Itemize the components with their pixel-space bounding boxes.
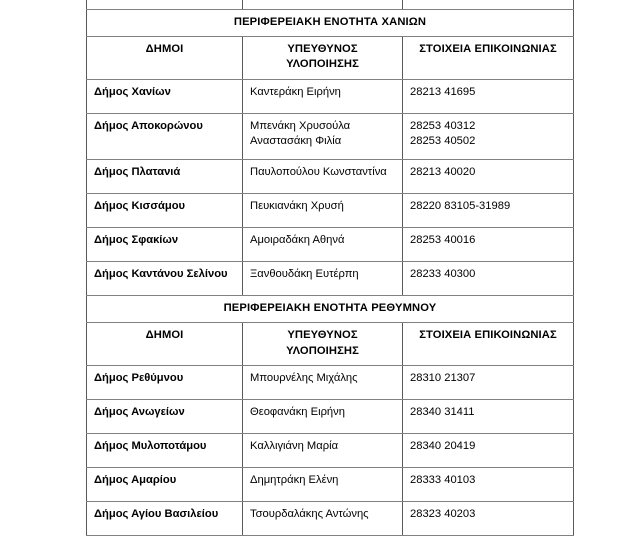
table-body [87, 0, 574, 535]
cell-contact-line: 28333 40103 [410, 473, 476, 486]
cell-contact-line: 28233 40300 [410, 268, 476, 281]
cell-contact [403, 79, 574, 113]
cell-responsible-line: Αμοιραδάκη Αθηνά [250, 234, 345, 247]
cell-contact-line: 28253 40502 [410, 134, 476, 147]
cell-responsible [243, 262, 403, 296]
cell-contact [403, 467, 574, 501]
cell-contact-line: 28340 31411 [410, 405, 475, 418]
column-header-responsible: ΥΠΕΥΘΥΝΟΣ ΥΛΟΠΟΙΗΣΗΣ [243, 323, 403, 365]
cell-responsible [243, 160, 403, 194]
region-banner-row [87, 10, 574, 37]
cell-contact-line: 28253 40312 [410, 119, 476, 132]
cell-contact [403, 160, 574, 194]
cell-responsible [243, 501, 403, 535]
cell-contact [403, 228, 574, 262]
cell-contact [403, 399, 574, 433]
cell-contact-line: 28310 21307 [410, 371, 476, 384]
table-row [87, 501, 574, 535]
clipped-top-cell [87, 0, 243, 10]
cell-responsible-line: Καλλιγιάνη Μαρία [250, 439, 339, 452]
region-banner-row [87, 296, 574, 323]
cell-responsible [243, 194, 403, 228]
cell-responsible-line: Μπουρνέλης Μιχάλης [250, 371, 358, 384]
cell-responsible [243, 467, 403, 501]
table-row [87, 399, 574, 433]
cell-municipality: Δήμος Σφακίων [87, 228, 243, 262]
table-row [87, 433, 574, 467]
cell-responsible [243, 113, 403, 159]
contacts-table-container [86, 0, 573, 536]
contacts-table [86, 0, 574, 536]
table-row [87, 113, 574, 159]
cell-contact [403, 194, 574, 228]
column-header-contact: ΣΤΟΙΧΕΙΑ ΕΠΙΚΟΙΝΩΝΙΑΣ [403, 323, 574, 365]
cell-responsible-line: Καντεράκη Ειρήνη [250, 85, 341, 98]
cell-contact-line: 28213 41695 [410, 85, 476, 98]
cell-municipality: Δήμος Αγίου Βασιλείου [87, 501, 243, 535]
cell-municipality: Δήμος Μυλοποτάμου [87, 433, 243, 467]
cell-municipality: Δήμος Αμαρίου [87, 467, 243, 501]
cell-contact-line: 28340 20419 [410, 439, 476, 452]
cell-contact-line: 28213 40020 [410, 166, 476, 179]
cell-contact [403, 501, 574, 535]
cell-responsible-line: Τσουρδαλάκης Αντώνης [250, 507, 369, 520]
column-header-responsible: ΥΠΕΥΘΥΝΟΣ ΥΛΟΠΟΙΗΣΗΣ [243, 37, 403, 79]
cell-responsible-line: Μπενάκη Χρυσούλα [250, 119, 351, 132]
cell-responsible-line: Θεοφανάκη Ειρήνη [250, 405, 345, 418]
cell-contact [403, 262, 574, 296]
clipped-top-cell [243, 0, 403, 10]
table-row [87, 79, 574, 113]
cell-contact-line: 28253 40016 [410, 234, 476, 247]
column-header-contact: ΣΤΟΙΧΕΙΑ ΕΠΙΚΟΙΝΩΝΙΑΣ [403, 37, 574, 79]
cell-contact [403, 433, 574, 467]
table-row [87, 365, 574, 399]
cell-contact-line: 28220 83105-31989 [410, 200, 511, 213]
cell-municipality: Δήμος Ανωγείων [87, 399, 243, 433]
cell-municipality: Δήμος Αποκορώνου [87, 113, 243, 159]
cell-responsible-line: Ξανθουδάκη Ευτέρπη [250, 268, 359, 281]
cell-responsible-line: Παυλοπούλου Κωνσταντίνα [250, 166, 387, 179]
cell-municipality: Δήμος Χανίων [87, 79, 243, 113]
cell-municipality: Δήμος Κισσάμου [87, 194, 243, 228]
column-header-municipality: ΔΗΜΟΙ [87, 323, 243, 365]
cell-responsible [243, 79, 403, 113]
cell-responsible [243, 228, 403, 262]
column-header-municipality: ΔΗΜΟΙ [87, 37, 243, 79]
cell-responsible-line: Αναστασάκη Φιλία [250, 134, 342, 147]
clipped-top-cell [403, 0, 574, 10]
cell-responsible [243, 399, 403, 433]
cell-responsible-line: Πευκιανάκη Χρυσή [250, 200, 344, 213]
table-row [87, 160, 574, 194]
cell-municipality: Δήμος Καντάνου Σελίνου [87, 262, 243, 296]
table-row [87, 467, 574, 501]
cell-municipality: Δήμος Ρεθύμνου [87, 365, 243, 399]
clipped-top-row [87, 0, 574, 10]
cell-municipality: Δήμος Πλατανιά [87, 160, 243, 194]
table-row [87, 262, 574, 296]
column-header-row [87, 323, 574, 365]
region-banner-label: ΠΕΡΙΦΕΡΕΙΑΚΗ ΕΝΟΤΗΤΑ ΧΑΝΙΩΝ [87, 10, 574, 37]
table-row [87, 194, 574, 228]
cell-responsible [243, 433, 403, 467]
cell-responsible-line: Δημητράκη Ελένη [250, 473, 339, 486]
column-header-row [87, 37, 574, 79]
cell-contact [403, 365, 574, 399]
region-banner-label: ΠΕΡΙΦΕΡΕΙΑΚΗ ΕΝΟΤΗΤΑ ΡΕΘΥΜΝΟΥ [87, 296, 574, 323]
table-row [87, 228, 574, 262]
cell-responsible [243, 365, 403, 399]
cell-contact-line: 28323 40203 [410, 507, 476, 520]
cell-contact [403, 113, 574, 159]
